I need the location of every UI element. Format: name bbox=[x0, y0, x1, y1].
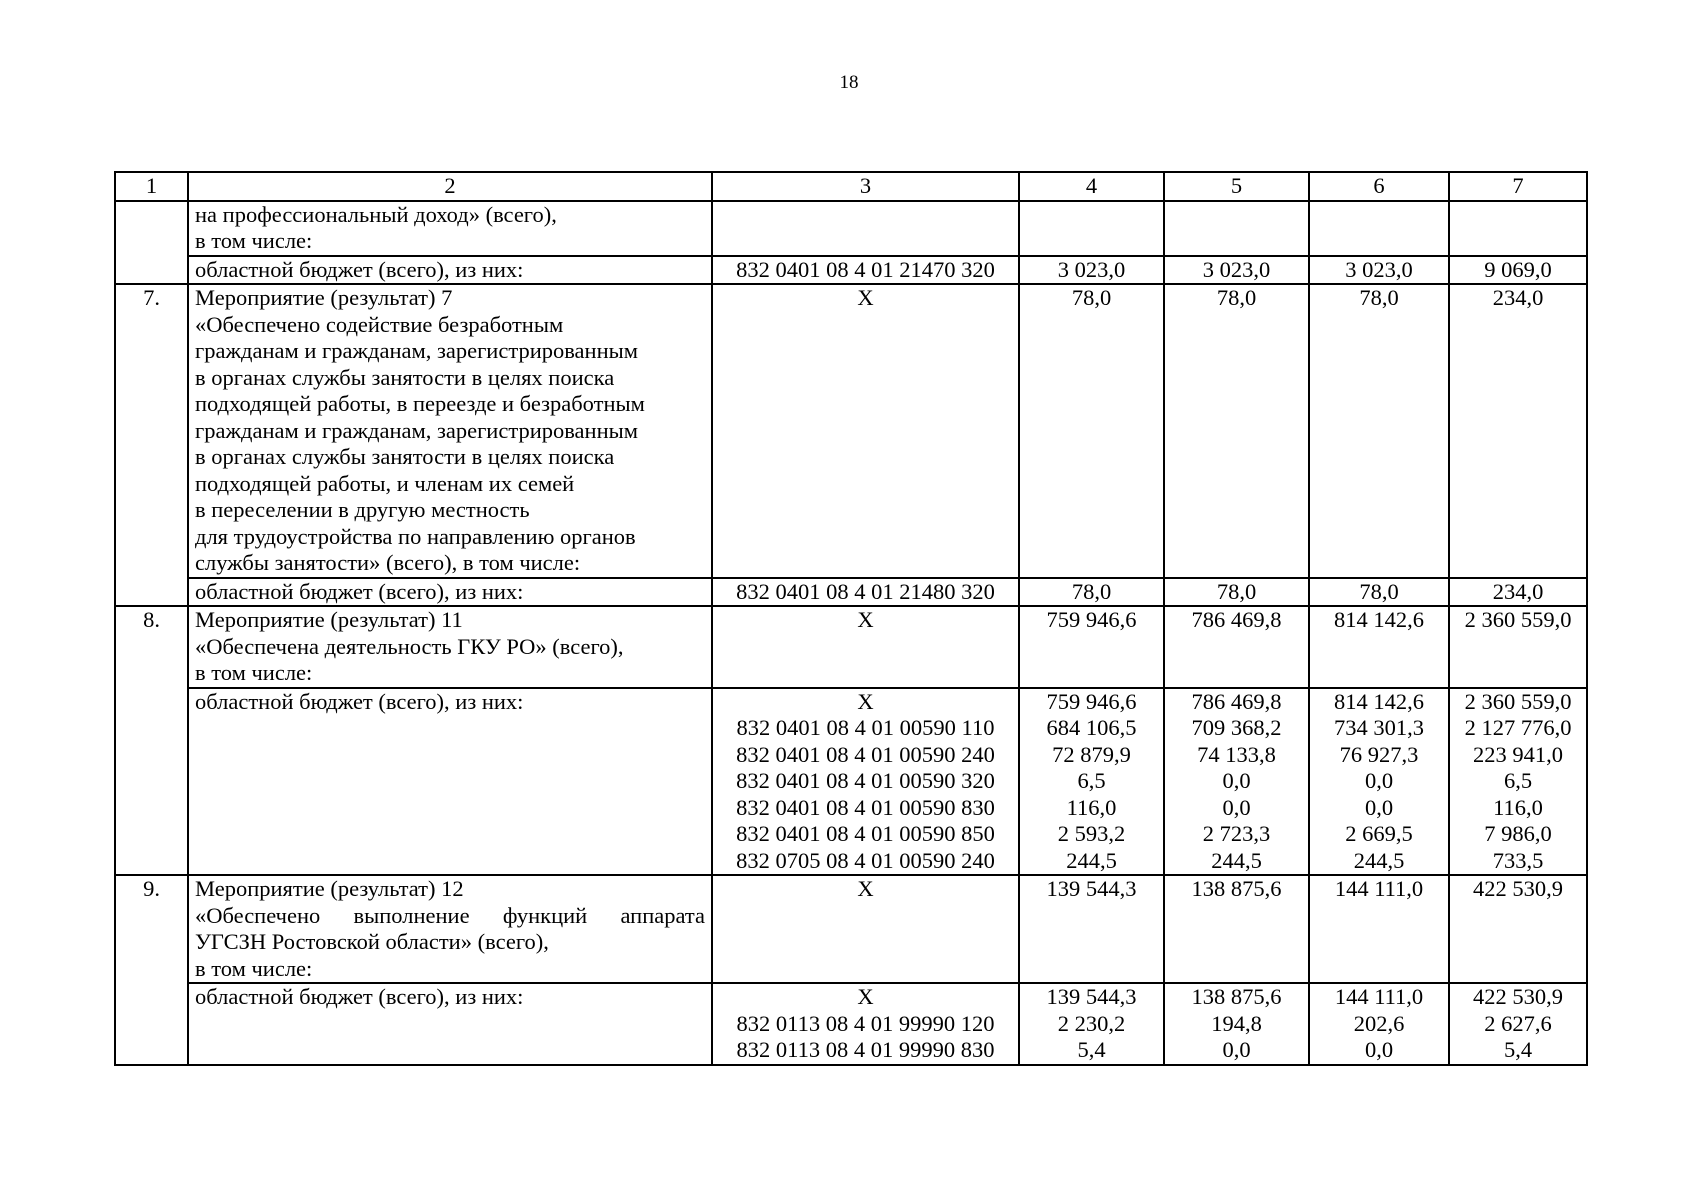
code-cell bbox=[712, 201, 1019, 256]
value-cell bbox=[1449, 688, 1587, 876]
value: 759 946,6 bbox=[1046, 688, 1137, 714]
value: 144 111,0 bbox=[1334, 984, 1424, 1009]
value: 138 875,6 bbox=[1191, 984, 1282, 1009]
value: 72 879,9 bbox=[1052, 741, 1131, 767]
value: 76 927,3 bbox=[1339, 741, 1419, 767]
description-line: в том числе: bbox=[195, 955, 313, 981]
budget-code: 832 0401 08 4 01 00590 240 bbox=[736, 741, 995, 767]
budget-code: 832 0113 08 4 01 99990 120 bbox=[736, 1010, 995, 1036]
description-line: гражданам и гражданам, зарегистрированным bbox=[195, 417, 638, 443]
value: 786 469,8 bbox=[1191, 688, 1282, 714]
measure-description bbox=[188, 875, 712, 983]
value-cell bbox=[1164, 201, 1309, 256]
table-row bbox=[115, 578, 1587, 607]
value-cell: 139 544,3 bbox=[1019, 875, 1164, 983]
value: 0,0 bbox=[1364, 1037, 1394, 1062]
budget-code: X bbox=[857, 984, 874, 1009]
budget-code: 832 0401 08 4 01 00590 850 bbox=[736, 821, 995, 846]
description-line: в том числе: bbox=[195, 228, 313, 253]
value-cell: 9 069,0 bbox=[1449, 256, 1587, 285]
value: 116,0 bbox=[1066, 794, 1117, 820]
value-cell: 78,0 bbox=[1019, 284, 1164, 578]
page-number: 18 bbox=[839, 72, 859, 93]
budget-code: 832 0401 08 4 01 21470 320 bbox=[712, 256, 1019, 285]
value-cell: 78,0 bbox=[1164, 284, 1309, 578]
value-cell: 814 142,6 bbox=[1309, 606, 1449, 688]
value-cell: 2 360 559,0 bbox=[1449, 606, 1587, 688]
budget-table bbox=[114, 171, 1588, 1066]
value: 202,6 bbox=[1353, 1010, 1405, 1036]
value-cell: 786 469,8 bbox=[1164, 606, 1309, 688]
table-row bbox=[115, 284, 1587, 578]
value-cell bbox=[1164, 688, 1309, 876]
value: 74 133,8 bbox=[1197, 741, 1276, 767]
header-col-4: 4 bbox=[1019, 172, 1164, 201]
description-line: Мероприятие (результат) 12 bbox=[195, 876, 464, 901]
budget-code: X bbox=[712, 284, 1019, 578]
value: 0,0 bbox=[1222, 768, 1251, 793]
budget-label: областной бюджет (всего), из них: bbox=[188, 688, 712, 876]
description-line: Мероприятие (результат) 7 bbox=[195, 285, 453, 310]
description-line: в органах службы занятости в целях поиска bbox=[195, 444, 615, 469]
budget-code: X bbox=[712, 606, 1019, 688]
value: 6,5 bbox=[1503, 768, 1533, 793]
value: 139 544,3 bbox=[1046, 984, 1137, 1009]
value-cell bbox=[1449, 983, 1587, 1065]
value-cell: 78,0 bbox=[1164, 578, 1309, 607]
budget-label: областной бюджет (всего), из них: bbox=[188, 983, 712, 1065]
value-cell bbox=[1309, 688, 1449, 876]
value: 2 360 559,0 bbox=[1464, 688, 1572, 714]
budget-code: X bbox=[712, 875, 1019, 983]
value: 244,5 bbox=[1211, 847, 1262, 873]
value: 814 142,6 bbox=[1334, 688, 1424, 714]
value: 734 301,3 bbox=[1334, 715, 1424, 740]
description-line: в органах службы занятости в целях поиска bbox=[195, 364, 615, 390]
value-cell: 78,0 bbox=[1309, 284, 1449, 578]
value-cell: 759 946,6 bbox=[1019, 606, 1164, 688]
value-cell: 144 111,0 bbox=[1309, 875, 1449, 983]
budget-code: X bbox=[857, 688, 874, 714]
measure-description bbox=[188, 201, 712, 256]
row-number-cell bbox=[115, 201, 188, 285]
value-cell: 422 530,9 bbox=[1449, 875, 1587, 983]
value-cell: 3 023,0 bbox=[1019, 256, 1164, 285]
header-col-7: 7 bbox=[1449, 172, 1587, 201]
budget-codes bbox=[712, 688, 1019, 876]
table-row bbox=[115, 688, 1587, 876]
row-number: 9. bbox=[115, 875, 188, 1065]
value-cell bbox=[1164, 983, 1309, 1065]
header-col-6: 6 bbox=[1309, 172, 1449, 201]
value-cell bbox=[1449, 201, 1587, 256]
value: 7 986,0 bbox=[1484, 821, 1552, 846]
description-line: подходящей работы, и членам их семей bbox=[195, 470, 575, 496]
description-line: подходящей работы, в переезде и безработным bbox=[195, 391, 645, 416]
budget-codes bbox=[712, 983, 1019, 1065]
value-cell bbox=[1019, 201, 1164, 256]
value: 5,4 bbox=[1503, 1037, 1533, 1062]
budget-code: 832 0113 08 4 01 99990 830 bbox=[736, 1037, 995, 1062]
budget-label: областной бюджет (всего), из них: bbox=[188, 578, 712, 607]
budget-label: областной бюджет (всего), из них: bbox=[188, 256, 712, 285]
table-row bbox=[115, 606, 1587, 688]
value: 223 941,0 bbox=[1473, 741, 1563, 767]
budget-code: 832 0401 08 4 01 00590 110 bbox=[736, 715, 995, 740]
header-col-3: 3 bbox=[712, 172, 1019, 201]
description-line: УГСЗН Ростовской области» (всего), bbox=[195, 929, 549, 954]
value-cell: 234,0 bbox=[1449, 284, 1587, 578]
value: 0,0 bbox=[1364, 768, 1394, 793]
value-cell: 3 023,0 bbox=[1309, 256, 1449, 285]
budget-code: 832 0401 08 4 01 00590 830 bbox=[736, 794, 995, 820]
value: 2 127 776,0 bbox=[1464, 715, 1572, 740]
description-line: на профессиональный доход» (всего), bbox=[195, 201, 557, 227]
value-cell: 78,0 bbox=[1019, 578, 1164, 607]
value: 2 230,2 bbox=[1057, 1010, 1126, 1036]
description-line: Мероприятие (результат) 11 bbox=[195, 607, 463, 632]
description-line: гражданам и гражданам, зарегистрированным bbox=[195, 338, 638, 363]
value-cell bbox=[1309, 983, 1449, 1065]
header-row bbox=[115, 172, 1587, 201]
value: 194,8 bbox=[1211, 1010, 1262, 1036]
budget-code: 832 0401 08 4 01 00590 320 bbox=[736, 768, 995, 793]
description-line: «Обеспечено содействие безработным bbox=[195, 311, 564, 337]
table-row bbox=[115, 201, 1587, 256]
measure-description bbox=[188, 606, 712, 688]
row-number: 7. bbox=[115, 284, 188, 606]
value: 0,0 bbox=[1222, 794, 1251, 820]
description-line: «Обеспечена деятельность ГКУ РО» (всего), bbox=[195, 633, 624, 659]
description-line: для трудоустройства по направлению органов bbox=[195, 523, 636, 549]
value: 6,5 bbox=[1077, 768, 1106, 793]
table-row bbox=[115, 256, 1587, 285]
value: 709 368,2 bbox=[1191, 715, 1282, 740]
value: 2 627,6 bbox=[1484, 1010, 1552, 1036]
value: 116,0 bbox=[1493, 794, 1543, 820]
description-line: в переселении в другую местность bbox=[195, 497, 530, 522]
value-cell: 3 023,0 bbox=[1164, 256, 1309, 285]
value: 2 723,3 bbox=[1202, 821, 1271, 846]
budget-code: 832 0705 08 4 01 00590 240 bbox=[736, 847, 995, 873]
value: 733,5 bbox=[1492, 847, 1544, 873]
value: 244,5 bbox=[1353, 847, 1405, 873]
value: 684 106,5 bbox=[1046, 715, 1137, 740]
description-line: службы занятости» (всего), в том числе: bbox=[195, 550, 581, 575]
value-cell bbox=[1019, 688, 1164, 876]
value-cell bbox=[1019, 983, 1164, 1065]
value: 2 593,2 bbox=[1057, 821, 1126, 846]
header-col-5: 5 bbox=[1164, 172, 1309, 201]
value: 0,0 bbox=[1222, 1037, 1251, 1062]
value: 5,4 bbox=[1077, 1037, 1106, 1062]
value-cell: 234,0 bbox=[1449, 578, 1587, 607]
description-line: в том числе: bbox=[195, 660, 313, 685]
header-col-2: 2 bbox=[188, 172, 712, 201]
value-cell: 138 875,6 bbox=[1164, 875, 1309, 983]
measure-description bbox=[188, 284, 712, 578]
value: 422 530,9 bbox=[1473, 984, 1563, 1009]
table-row bbox=[115, 983, 1587, 1065]
row-number: 8. bbox=[115, 606, 188, 875]
value: 0,0 bbox=[1364, 794, 1394, 820]
budget-code: 832 0401 08 4 01 21480 320 bbox=[712, 578, 1019, 607]
value-cell bbox=[1309, 201, 1449, 256]
table-row bbox=[115, 875, 1587, 983]
header-col-1: 1 bbox=[115, 172, 188, 201]
value: 244,5 bbox=[1066, 847, 1117, 873]
value-cell: 78,0 bbox=[1309, 578, 1449, 607]
description-line: «Обеспечено выполнение функций аппарата bbox=[195, 902, 705, 928]
value: 2 669,5 bbox=[1345, 821, 1413, 846]
